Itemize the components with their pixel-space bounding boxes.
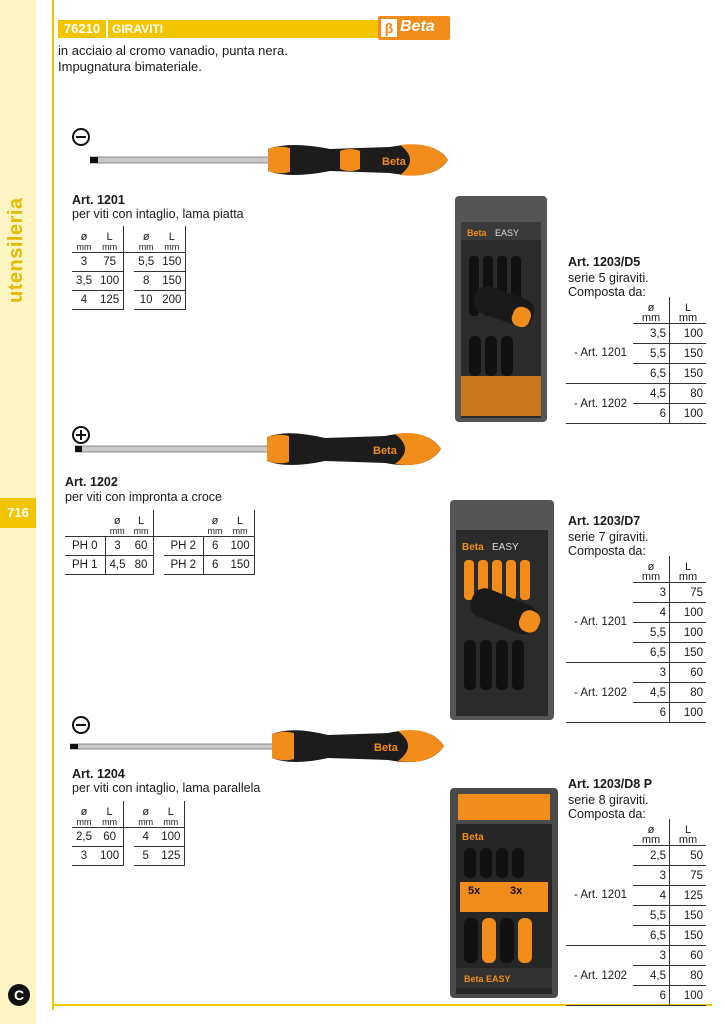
svg-text:Beta: Beta (382, 156, 406, 168)
page-number: 716 (0, 498, 36, 528)
table-row: 6 100 (566, 986, 706, 1006)
article-1204-title: Art. 1204 (72, 767, 125, 781)
section-label: utensileria (5, 197, 27, 303)
sidebar-divider (52, 0, 54, 1010)
set-d8p-desc: serie 8 giraviti. Composta da: (568, 793, 649, 821)
table-row: 6 100 (566, 404, 706, 424)
table-row: 6,5 150 (566, 926, 706, 946)
svg-text:Beta: Beta (462, 542, 484, 553)
article-1204-desc: per viti con intaglio, lama parallela (72, 781, 261, 795)
set-d7-title: Art. 1203/D7 (568, 514, 641, 528)
table-row: 4 100 (566, 603, 706, 623)
table-row: 5,5 150 (566, 344, 706, 364)
intro-text: in acciaio al cromo vanadio, punta nera. Impugnatura bimateriale. (58, 43, 288, 74)
table-row: PH 0 3 60 PH 2 6 100 (65, 537, 254, 556)
table-row: 3 100 5 125 (72, 847, 185, 866)
set-d7-desc: serie 7 giraviti. Composta da: (568, 530, 649, 558)
svg-text:Beta: Beta (462, 832, 484, 843)
beta-logo: β Beta (378, 16, 450, 40)
table-row: - Art. 1201 3 75 (566, 583, 706, 603)
screwdriver-1201-image (90, 135, 455, 187)
svg-text:Beta: Beta (467, 228, 487, 238)
table-row: - Art. 1202 3 60 (566, 946, 706, 966)
table-row: - Art. 1202 3 60 (566, 663, 706, 683)
set-d5-package-image (455, 196, 547, 422)
article-1202-table: ø mm L mm ø mm L mm PH 0 3 60 PH 2 6 100 PH 1 4,5 80 PH 2 6 150 (65, 510, 255, 575)
svg-text:EASY: EASY (495, 228, 520, 238)
table-row: 6,5 150 (566, 364, 706, 384)
page-title: GIRAVITI (112, 22, 164, 36)
table-row: 4,5 80 (566, 683, 706, 703)
set-d5-desc: serie 5 giraviti. Composta da: (568, 271, 649, 299)
slotted-tip-icon (72, 716, 90, 734)
table-row: - Art. 1201 3,5 100 (566, 324, 706, 344)
svg-text:Beta: Beta (374, 742, 398, 754)
set-d5-table: ø mm L mm - Art. 1201 3,5 100 5,5 150 6,5 150 - Art. 1202 4,5 80 6 100 (566, 297, 706, 424)
table-row: 4 125 10 200 (72, 291, 186, 310)
svg-text:EASY: EASY (492, 542, 519, 553)
table-row: 3,5 100 8 150 (72, 272, 186, 291)
set-d7-table: ø mm L mm - Art. 1201 3 75 4 100 5,5 100 6,5 150 - Art. 1202 3 60 4,5 80 6 100 (566, 556, 706, 723)
article-1201-desc: per viti con intaglio, lama piatta (72, 207, 244, 221)
set-d5-title: Art. 1203/D5 (568, 255, 641, 269)
set-d8p-table: ø mm L mm - Art. 1201 2,5 50 3 75 4 125 5,5 150 6,5 150 - Art. 1202 3 60 4,5 80 6 100 (566, 819, 706, 1006)
product-code: 76210 (58, 20, 108, 38)
beta-mark-icon: β (381, 19, 397, 37)
article-1204-table: ø mm L mm ø mm L mm 2,5 60 4 100 3 100 5 125 (72, 801, 185, 866)
set-d7-package-image (450, 500, 554, 720)
table-row: PH 1 4,5 80 PH 2 6 150 (65, 556, 254, 575)
table-row: 5,5 100 (566, 623, 706, 643)
svg-text:Beta: Beta (373, 445, 397, 457)
table-row: 4 125 (566, 886, 706, 906)
table-row: 6 100 (566, 703, 706, 723)
table-row: - Art. 1202 4,5 80 (566, 384, 706, 404)
table-row: 5,5 150 (566, 906, 706, 926)
svg-text:3x: 3x (510, 885, 523, 897)
set-d8p-package-image (450, 788, 558, 998)
screwdriver-1202-image (75, 423, 445, 479)
phillips-tip-icon (72, 426, 90, 444)
set-d8p-title: Art. 1203/D8 P (568, 777, 653, 791)
svg-text:5x: 5x (468, 885, 481, 897)
slotted-tip-icon (72, 128, 90, 146)
table-row: 3 75 5,5 150 (72, 253, 186, 272)
table-row: 4,5 80 (566, 966, 706, 986)
article-1202-title: Art. 1202 (65, 475, 118, 489)
svg-text:Beta EASY: Beta EASY (464, 974, 511, 984)
table-row: 2,5 60 4 100 (72, 828, 185, 847)
screwdriver-1204-image (70, 720, 448, 774)
catalog-logo-icon: C (8, 984, 30, 1006)
article-1201-table: ø mm L mm ø mm L mm 3 75 5,5 150 3,5 100 8 150 4 125 10 200 (72, 226, 186, 310)
article-1202-desc: per viti con impronta a croce (65, 490, 223, 504)
table-row: 3 75 (566, 866, 706, 886)
article-1201-title: Art. 1201 (72, 193, 125, 207)
table-row: - Art. 1201 2,5 50 (566, 846, 706, 866)
table-row: 6,5 150 (566, 643, 706, 663)
